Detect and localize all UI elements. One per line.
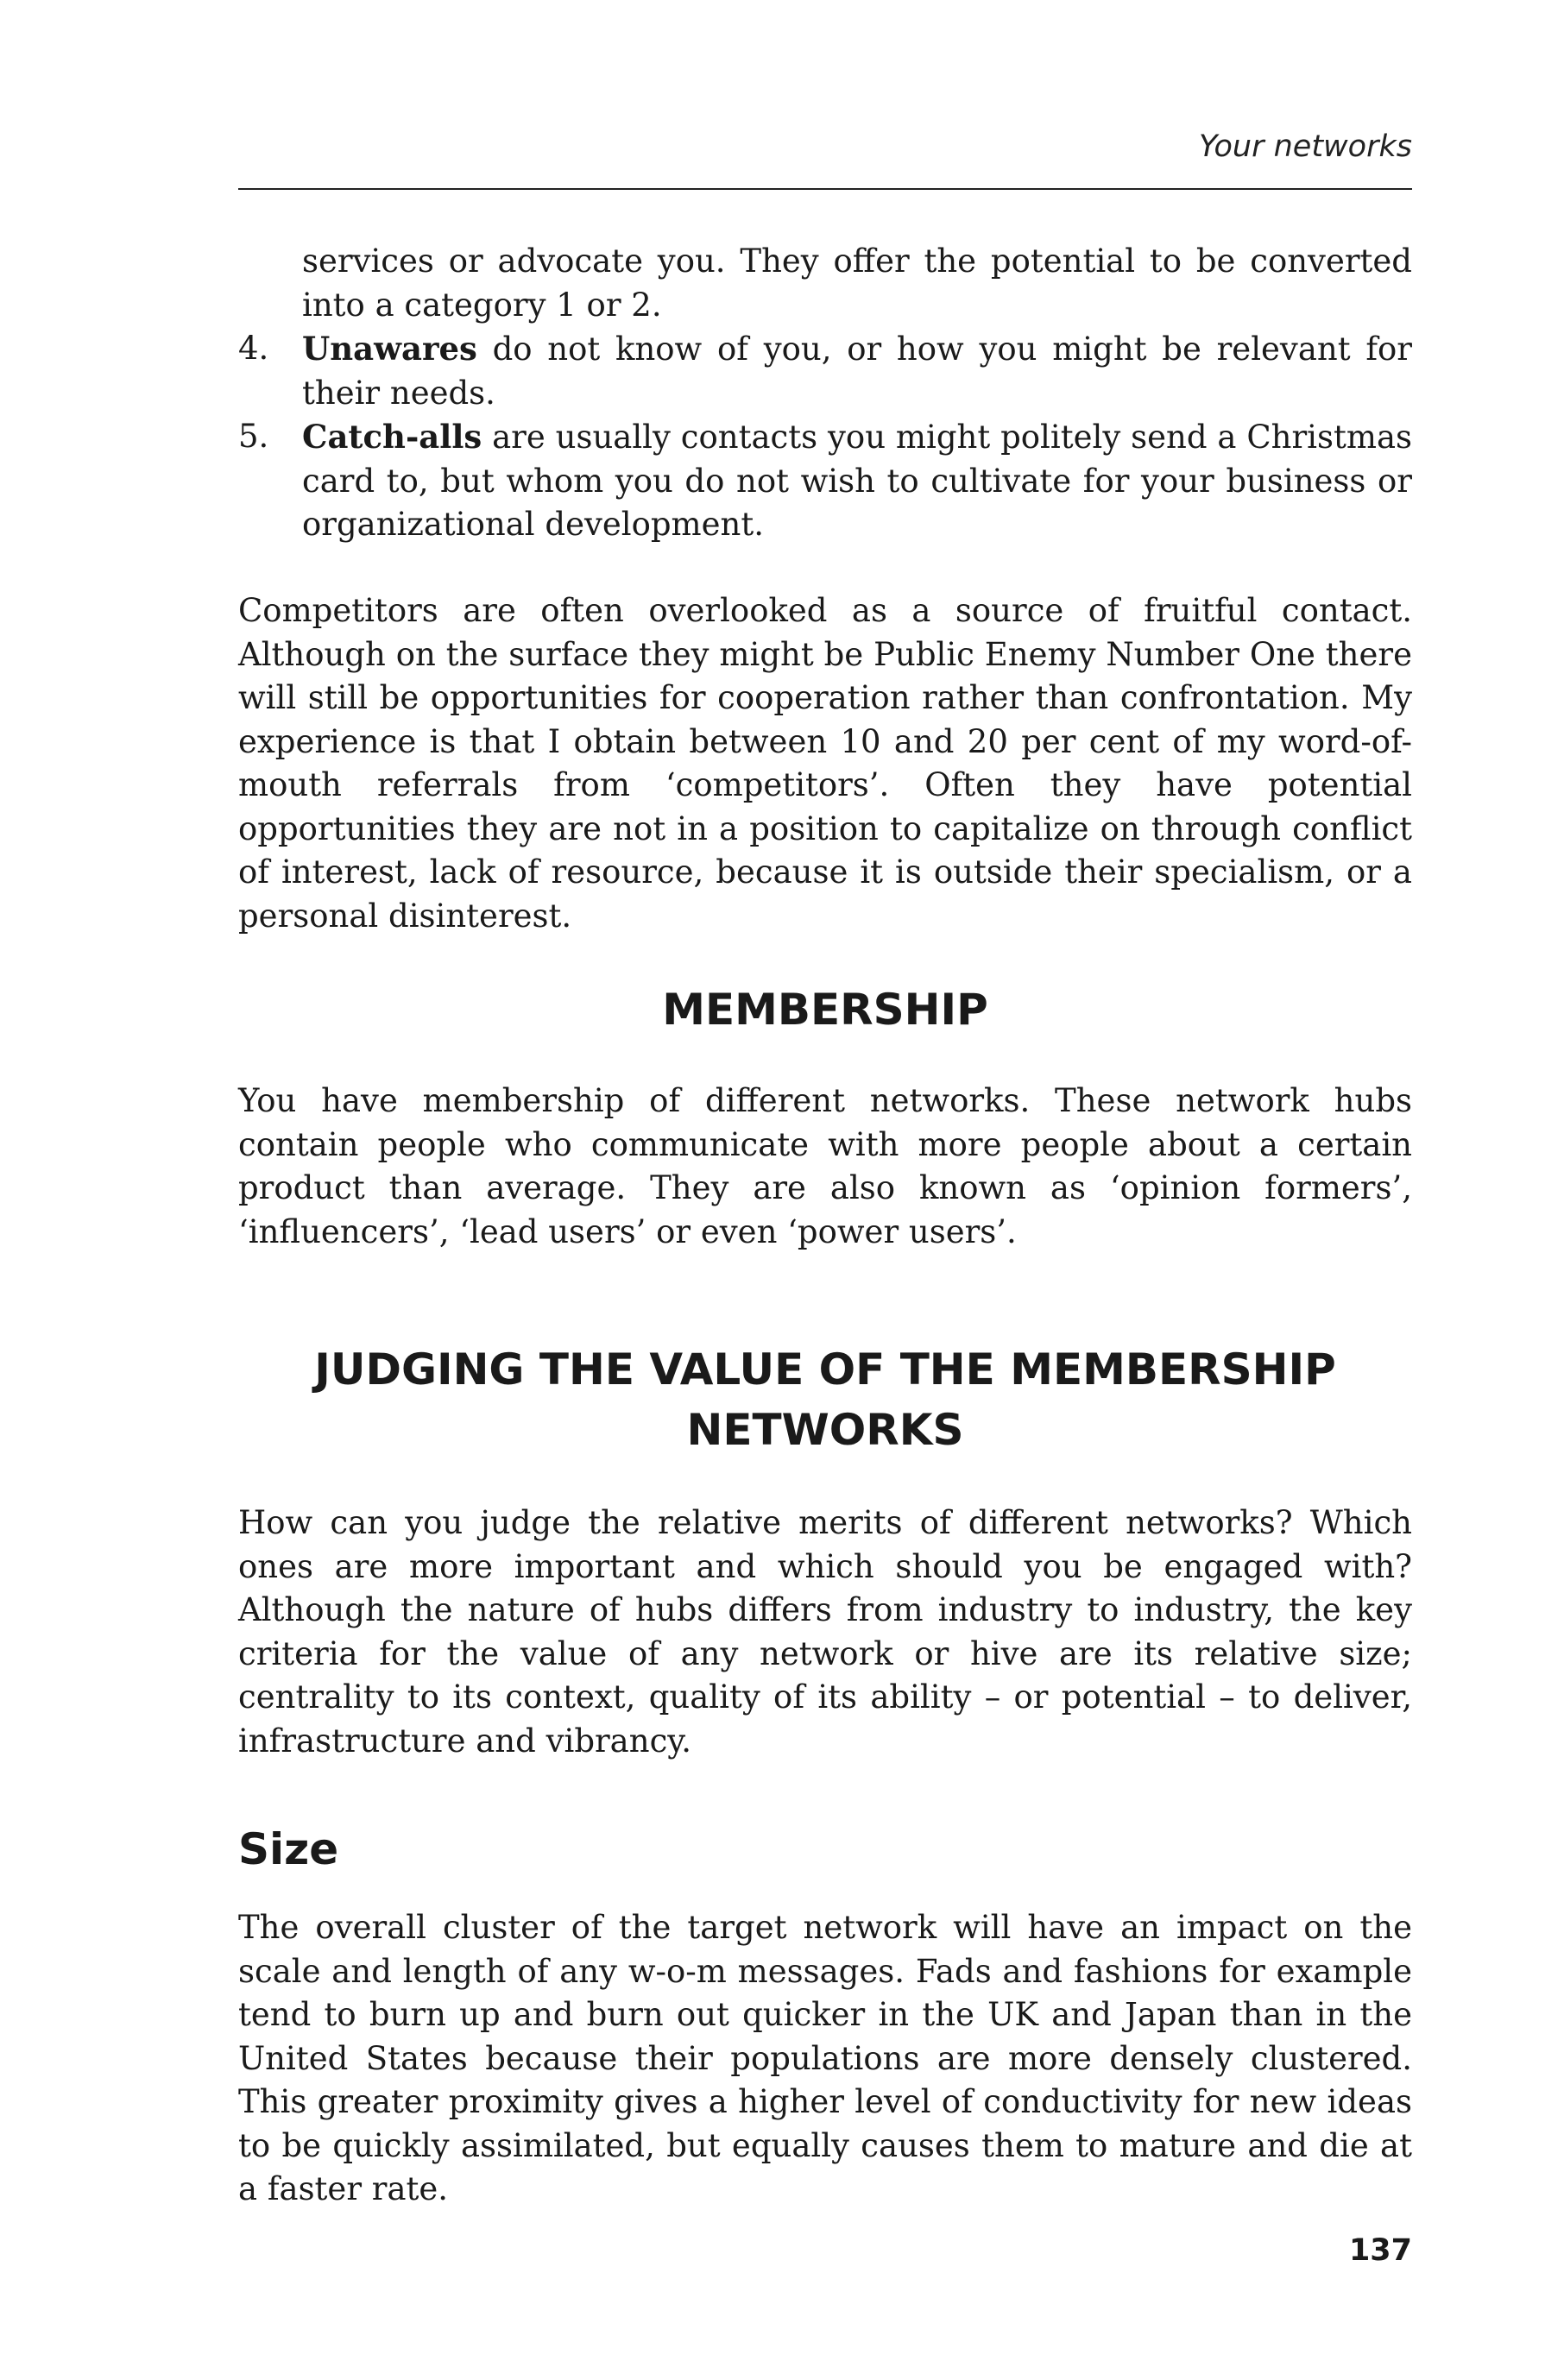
list-item [238, 327, 1412, 415]
list-item-number: 5. [238, 418, 269, 455]
list-item-number: 4. [238, 330, 269, 367]
continued-paragraph: services or advocate you. They offer the potential to be converted into a category 1 or 2. [302, 242, 1412, 324]
list-item-text: are usually contacts you might politely send a Christmas card to, but whom you do not wish to cultivate for your business or organizational development. [302, 419, 1412, 543]
list-item-text: do not know of you, or how you might be relevant for their needs. [302, 331, 1412, 412]
header-rule [238, 188, 1412, 190]
judging-paragraph: How can you judge the relative merits of different networks? Which ones are more important and which should you be engaged with? Although the nature of hubs differs from industry to industry, the key criteria for the value of any network or hive are its relative size; centrality to its context, quality of its ability – or potential – to deliver, infrastructure and vibrancy. [238, 1504, 1412, 1760]
running-head: Your networks [1198, 129, 1412, 164]
page-number: 137 [1348, 2233, 1412, 2268]
judging-heading [238, 1339, 1412, 1460]
membership-heading: MEMBERSHIP [662, 985, 988, 1035]
competitors-paragraph: Competitors are often overlooked as a source of fruitful contact. Although on the surface they might be Public Enemy Number One there will still be opportunities for cooperation rather than confrontation. My experience is that I obtain between 10 and 20 per cent of my word-of-mouth referrals from ‘competitors’. Often they have potential opportunities they are not in a position to capitalize on through conflict of interest, lack of resource, because it is outside their specialism, or a personal disinterest. [238, 592, 1412, 935]
size-heading: Size [238, 1824, 339, 1874]
judging-heading-line-1: JUDGING THE VALUE OF THE MEMBERSHIP [314, 1344, 1336, 1395]
judging-heading-line-2: NETWORKS [686, 1405, 964, 1455]
size-paragraph: The overall cluster of the target network will have an impact on the scale and length of any w-o-m messages. Fads and fashions for example tend to burn up and burn out quicker in the UK and Japan than in the United States because their populations are more densely clustered. This greater proximity gives a higher level of conductivity for new ideas to be quickly assimilated, but equally causes them to mature and die at a faster rate. [238, 1909, 1412, 2207]
list-item-term: Unawares [302, 330, 477, 368]
list-item-term: Catch-alls [302, 418, 482, 456]
numbered-list [238, 327, 1412, 547]
membership-paragraph: You have membership of different networks. These network hubs contain people who communicate with more people about a certain product than average. They are also known as ‘opinion formers’, ‘influencers’, ‘lead users’ or even ‘power users’. [238, 1082, 1412, 1250]
list-item [238, 415, 1412, 547]
